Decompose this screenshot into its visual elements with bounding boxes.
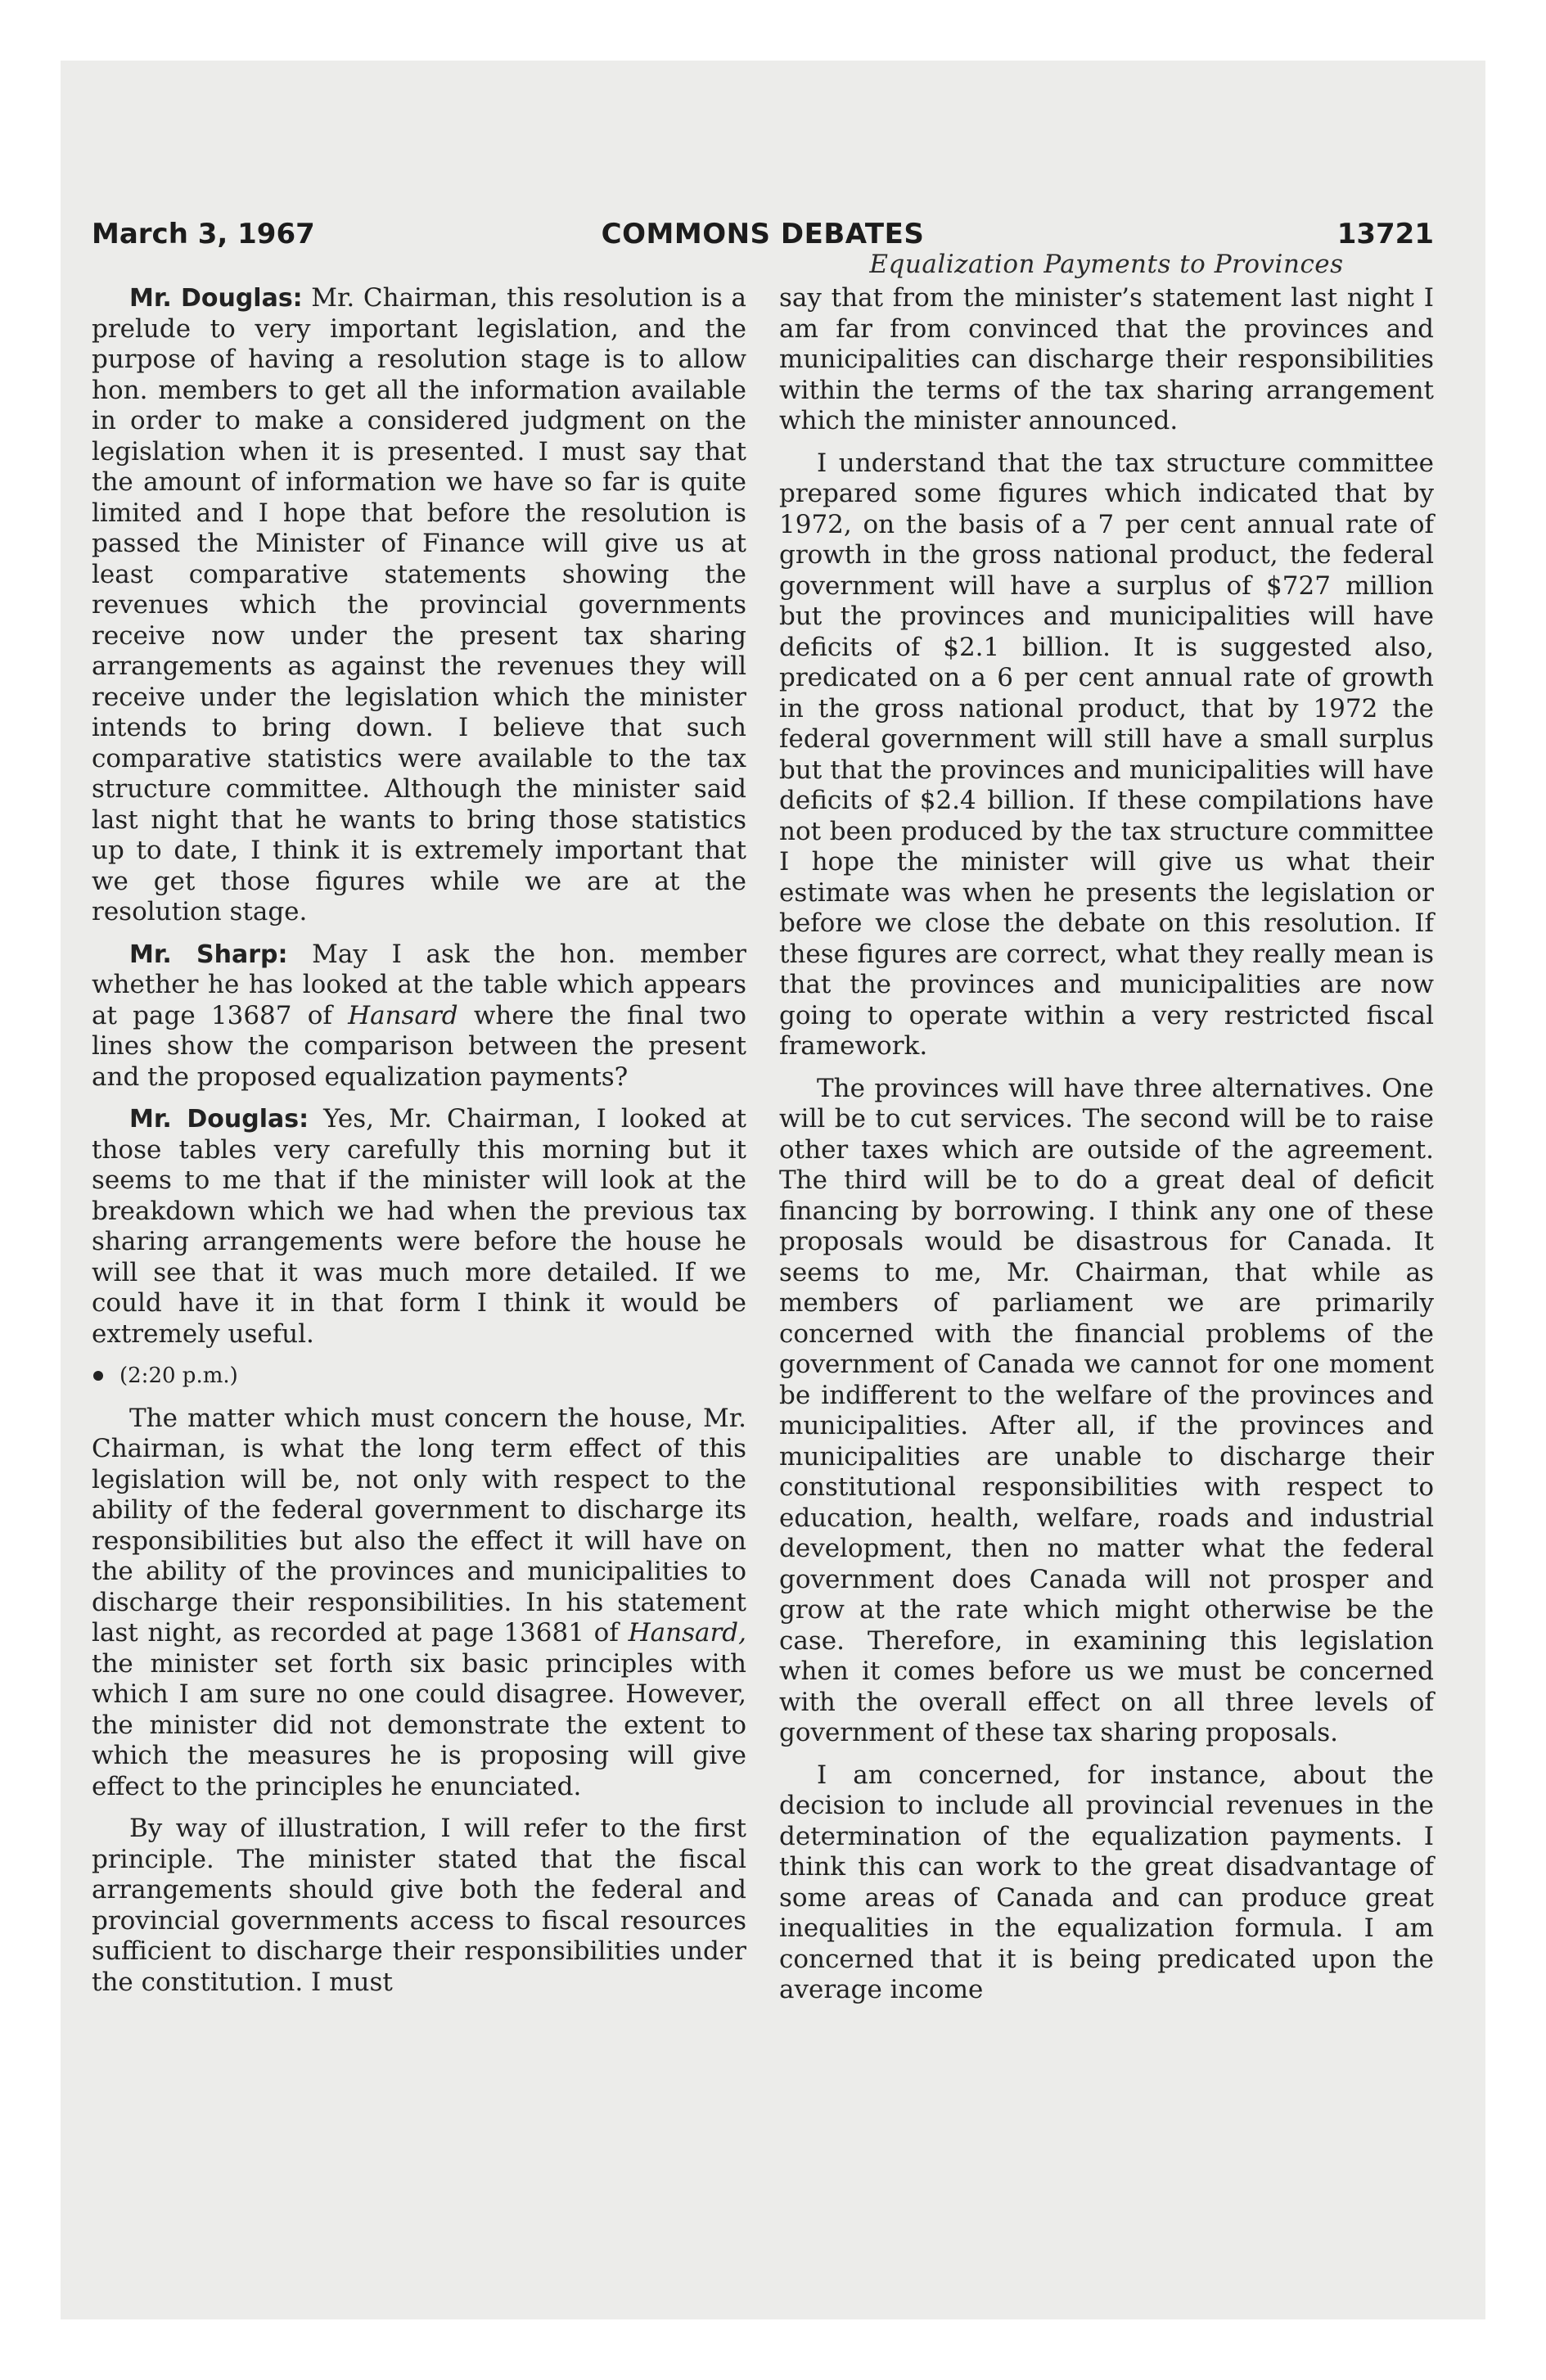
time-marker: [92, 1361, 746, 1392]
hansard-reference: Hansard,: [628, 1618, 746, 1648]
paragraph: [92, 940, 746, 1093]
speaker-name: Mr. Sharp:: [129, 940, 288, 969]
section-subheading: Equalization Payments to Provinces: [869, 250, 1344, 279]
paragraph-text: say that from the minister’s statement last night I am far from convinced that the provinces and municipalities can discharge their responsibilities within the terms of the tax sharing arrangement which the minister announced.: [779, 283, 1434, 435]
paragraph-text: the minister set forth six basic principles with which I am sure no one could disagree. However, the minister did not demonstrate the extent to which the measures he is proposing will give effect to the principles he enunciated.: [92, 1648, 746, 1801]
paragraph: [779, 1074, 1434, 1749]
paragraph: [779, 283, 1434, 437]
paragraph: [92, 1814, 746, 1998]
paragraph: [779, 449, 1434, 1062]
left-column: [92, 283, 746, 2009]
header-date: March 3, 1967: [92, 218, 315, 250]
paragraph-text: I am concerned, for instance, about the decision to include all provincial revenues in the determination of the equalization payments. I think this can work to the great disadvantage of some areas of Canada and can produce great inequalities in the equalization formula. I am concerned that it is being predicated upon the average income: [779, 1760, 1434, 2004]
paragraph: [779, 1760, 1434, 2006]
paragraph-text: I understand that the tax structure committee prepared some figures which indicated that by 1972, on the basis of a 7 per cent annual rate of growth in the gross national product, the federal government will have a surplus of $727 million but the provinces and municipalities will have deficits of $2.1 billion. It is suggested also, predicated on a 6 per cent annual rate of growth in the gross national product, that by 1972 the federal government will still have a small surplus but that the provinces and municipalities will have deficits of $2.4 billion. If these compilations have not been produced by the tax structure committee I hope the minister will give us what their estimate was when he presents the legislation or before we close the debate on this resolution. If these figures are correct, what they really mean is that the provinces and municipalities are now going to operate within a very restricted fiscal framework.: [779, 448, 1434, 1061]
paragraph-text: By way of illustration, I will refer to the first principle. The minister stated that the fiscal arrangements should give both the federal and provincial governments access to fiscal resources sufficient to discharge their responsibilities under the constitution. I must: [92, 1814, 746, 1997]
paragraph-text: Mr. Chairman, this resolution is a prelude to very important legislation, and the purpose of having a resolution stage is to allow hon. members to get all the information available in order to make a considered judgment on the legislation when it is presented. I must say that the amount of information we have so far is quite limited and I hope that before the resolution is passed the Minister of Finance will give us at least comparative statements showing the revenues which the provincial governments receive now under the present tax sharing arrangements as against the revenues they will receive under the legislation which the minister intends to bring down. I believe that such comparative statistics were available to the tax structure committee. Although the minister said last night that he wants to bring those statistics up to date, I think it is extremely important that we get those figures while we are at the resolution stage.: [92, 283, 747, 926]
paragraph: [92, 1104, 746, 1350]
header-title: COMMONS DEBATES: [601, 218, 925, 250]
speaker-name: Mr. Douglas:: [129, 1105, 309, 1134]
time-text: (2:20 p.m.): [119, 1364, 238, 1388]
hansard-reference: Hansard: [348, 1000, 458, 1030]
speaker-name: Mr. Douglas:: [129, 284, 303, 313]
paragraph-text: The matter which must concern the house, Mr. Chairman, is what the long term effect of this legislation will be, not only with respect to the ability of the federal government to discharge its responsibilities but also the effect it will have on the ability of the provinces and municipalities to discharge their responsibilities. In his statement last night, as recorded at page 13681 of: [92, 1403, 746, 1648]
paragraph: [92, 283, 746, 928]
paragraph-text: where the final two lines show the comparison between the present and the proposed equalization payments?: [92, 1000, 746, 1092]
right-column: [779, 252, 1434, 2017]
paragraph-text: The provinces will have three alternatives. One will be to cut services. The second will be to raise other taxes which are outside of the agreement. The third will be to do a great deal of deficit financing by borrowing. I think any one of these proposals would be disastrous for Canada. It seems to me, Mr. Chairman, that while as members of parliament we are primarily concerned with the financial problems of the government of Canada we cannot for one moment be indifferent to the welfare of the provinces and municipalities. After all, if the provinces and municipalities are unable to discharge their constitutional responsibilities with respect to education, health, welfare, roads and industrial development, then no matter what the federal government does Canada will not prosper and grow at the rate which might otherwise be the case. Therefore, in examining this legislation when it comes before us we must be concerned with the overall effect on all three levels of government of these tax sharing proposals.: [779, 1073, 1434, 1747]
bullet-icon: [93, 1371, 103, 1381]
paragraph: [92, 1404, 746, 1803]
paragraph-text: May I ask the hon. member whether he has looked at the table which appears at page 13687 of: [92, 939, 747, 1030]
paragraph-text: Yes, Mr. Chairman, I looked at those tables very carefully this morning but it seems to me that if the minister will look at the breakdown which we had when the previous tax sharing arrangements were before the house he will see that it was much more detailed. If we could have it in that form I think it would be extremely useful.: [92, 1104, 747, 1349]
page-number: 13721: [1336, 218, 1434, 250]
